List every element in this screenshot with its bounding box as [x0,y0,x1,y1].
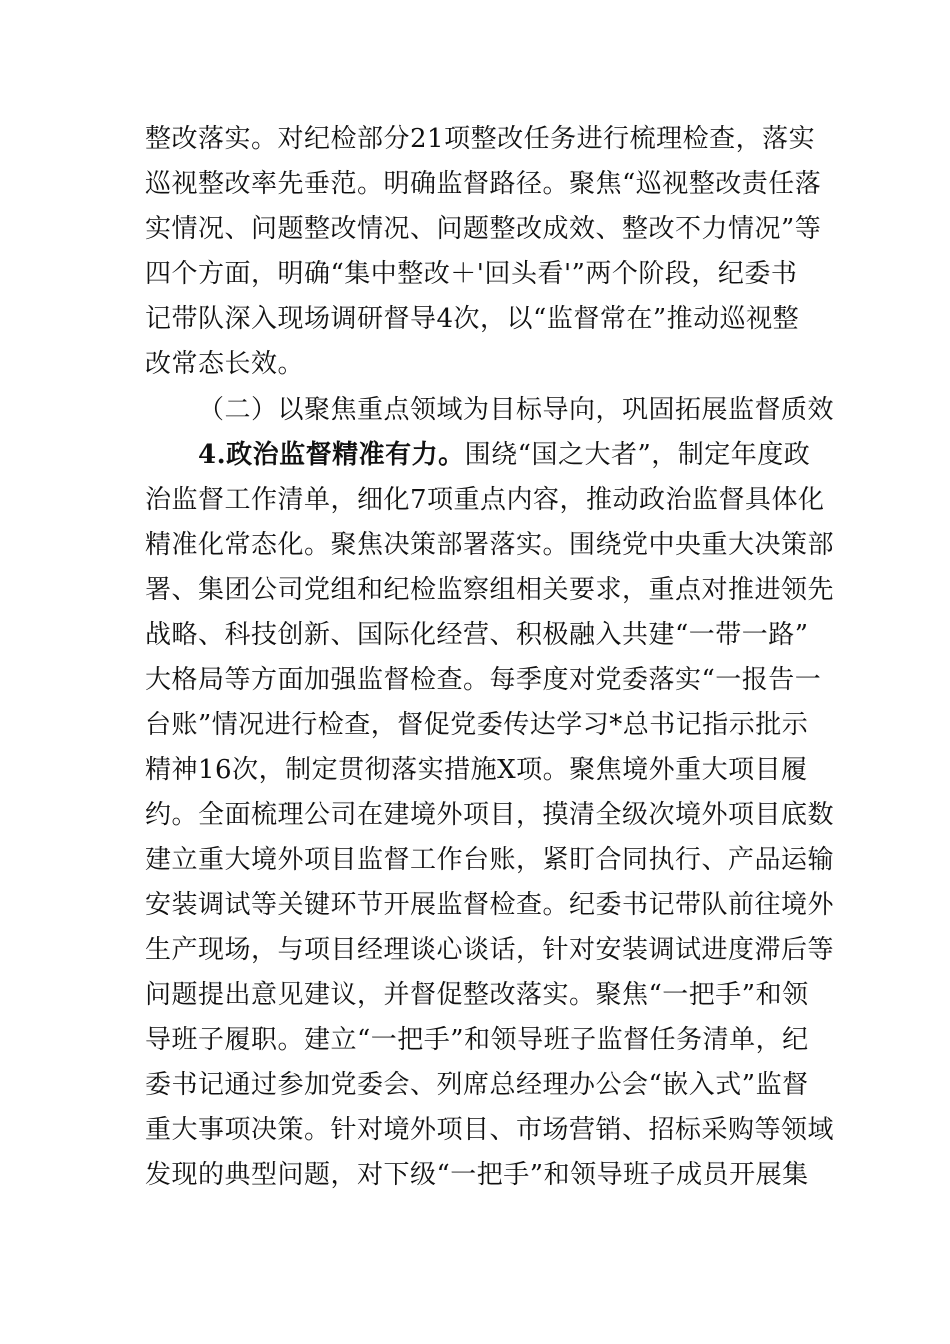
text-line: 重大事项决策。针对境外项目、市场营销、招标采购等领域 [145,1115,835,1145]
text-line: 建立重大境外项目监督工作台账，紧盯合同执行、产品运输 [145,845,835,875]
text-line: 记带队深入现场调研督导4次，以“监督常在”推动巡视整 [145,304,800,334]
text-line: 问题提出意见建议，并督促整改落实。聚焦“一把手”和领 [145,980,809,1010]
text-line: 战略、科技创新、国际化经营、积极融入共建“一带一路” [145,620,809,650]
text-line: 发现的典型问题，对下级“一把手”和领导班子成员开展集 [145,1160,809,1190]
text-line: 台账”情况进行检查，督促党委传达学习*总书记指示批示 [145,710,809,740]
text-line: 四个方面，明确“集中整改＋'回头看'”两个阶段，纪委书 [145,259,798,289]
text-line: 精神16次，制定贯彻落实措施X项。聚焦境外重大项目履 [145,755,808,785]
section-heading: （二）以聚焦重点领域为目标导向，巩固拓展监督质效 [198,395,835,425]
text-line: 治监督工作清单，细化7项重点内容，推动政治监督具体化 [145,485,825,515]
text-line: 署、集团公司党组和纪检监察组相关要求，重点对推进领先 [145,575,835,605]
text-line: 导班子履职。建立“一把手”和领导班子监督任务清单，纪 [145,1025,809,1055]
text-line: 委书记通过参加党委会、列席总经理办公会“嵌入式”监督 [145,1070,809,1100]
text-line: 精准化常态化。聚焦决策部署落实。围绕党中央重大决策部 [145,530,835,560]
item-4-first-line-text: 围绕“国之大者”，制定年度政 [464,440,811,470]
text-line: 巡视整改率先垂范。明确监督路径。聚焦“巡视整改责任落 [145,169,822,199]
text-line: 整改落实。对纪检部分21项整改任务进行梳理检查，落实 [145,124,816,154]
text-line: 约。全面梳理公司在建境外项目，摸清全级次境外项目底数 [145,800,835,830]
text-line: 改常态长效。 [145,349,305,379]
text-line: 实情况、问题整改情况、问题整改成效、整改不力情况”等 [145,214,822,244]
item-4-first-line [198,433,868,478]
text-line: 安装调试等关键环节开展监督检查。纪委书记带队前往境外 [145,890,835,920]
text-line: 大格局等方面加强监督检查。每季度对党委落实“一报告一 [145,665,822,695]
item-4-title: 4.政治监督精准有力。 [198,440,465,470]
text-line: 生产现场，与项目经理谈心谈话，针对安装调试进度滞后等 [145,935,835,965]
